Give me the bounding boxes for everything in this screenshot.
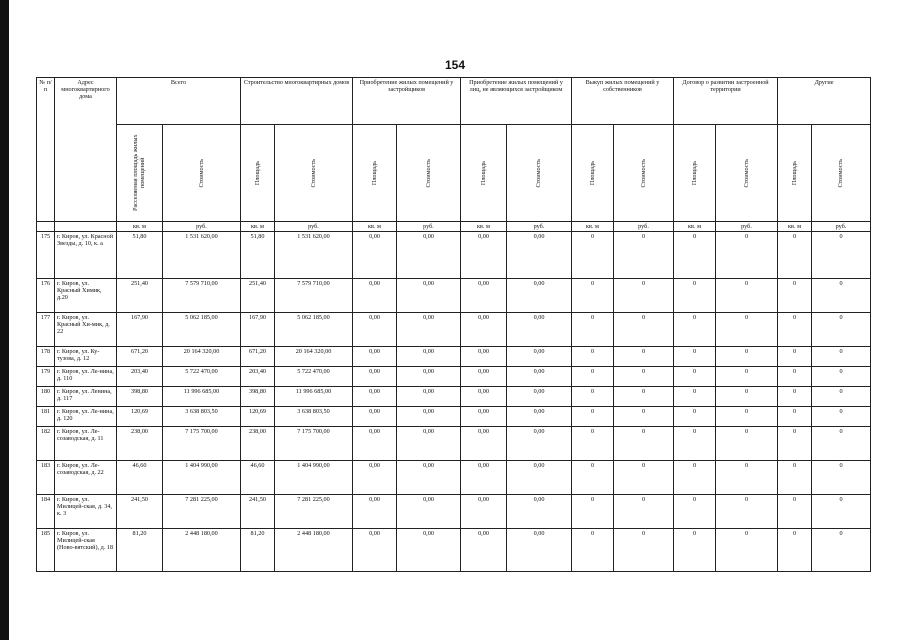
table-row — [37, 313, 871, 347]
row-value: 0,00 — [397, 347, 461, 367]
row-value: 0,00 — [397, 407, 461, 427]
row-value: 0,00 — [507, 387, 572, 407]
row-value: 1 531 620,00 — [275, 232, 353, 279]
row-value: 203,40 — [241, 367, 275, 387]
unit-rub: руб. — [812, 222, 871, 232]
row-value: 3 638 803,50 — [163, 407, 241, 427]
row-value: 0 — [614, 461, 674, 495]
unit-sqm: кв. м — [778, 222, 812, 232]
unit-sqm: кв. м — [117, 222, 163, 232]
table-body — [37, 232, 871, 572]
row-value: 7 579 710,00 — [163, 279, 241, 313]
row-address: г. Киров, ул. Ле-созаводская, д. 22 — [55, 461, 117, 495]
row-value: 671,20 — [117, 347, 163, 367]
row-value: 7 579 710,00 — [275, 279, 353, 313]
header-construction: Строительство многоквартирных домов — [241, 78, 353, 125]
row-value: 0,00 — [353, 232, 397, 279]
row-address: г. Киров, ул. Милицей-ская, д. 34, к. 3 — [55, 495, 117, 529]
row-value: 0,00 — [353, 347, 397, 367]
row-value: 0 — [614, 529, 674, 572]
row-value: 11 996 685,00 — [275, 387, 353, 407]
row-value: 0 — [778, 367, 812, 387]
row-value: 0 — [716, 313, 778, 347]
table-row — [37, 407, 871, 427]
row-value: 0 — [716, 495, 778, 529]
row-value: 0 — [812, 461, 871, 495]
row-value: 5 722 470,00 — [275, 367, 353, 387]
row-number: 181 — [37, 407, 55, 427]
row-value: 0 — [716, 367, 778, 387]
table-row — [37, 232, 871, 279]
row-value: 0 — [778, 529, 812, 572]
row-number: 176 — [37, 279, 55, 313]
row-value: 0 — [716, 232, 778, 279]
subheader-construction-cost: Стоимость — [275, 125, 353, 222]
row-value: 0,00 — [397, 313, 461, 347]
row-value: 398,80 — [117, 387, 163, 407]
row-value: 120,69 — [241, 407, 275, 427]
row-value: 0 — [674, 529, 716, 572]
row-value: 0 — [716, 347, 778, 367]
row-number: 177 — [37, 313, 55, 347]
row-value: 0 — [778, 495, 812, 529]
row-value: 0,00 — [353, 367, 397, 387]
subheader-total-cost: Стоимость — [163, 125, 241, 222]
row-address: г. Киров, ул. Милицей-ская (Ново-вятский), д. 18 — [55, 529, 117, 572]
unit-empty — [55, 222, 117, 232]
row-value: 0 — [674, 347, 716, 367]
row-value: 0 — [572, 279, 614, 313]
header-num: № п/п — [37, 78, 55, 222]
subheader-buyout-cost: Стоимость — [614, 125, 674, 222]
row-value: 0,00 — [353, 387, 397, 407]
row-value: 0 — [572, 407, 614, 427]
unit-rub: руб. — [275, 222, 353, 232]
row-value: 0,00 — [507, 367, 572, 387]
row-value: 0 — [812, 232, 871, 279]
row-address: г. Киров, ул. Красной Звезды, д. 10, к. а — [55, 232, 117, 279]
row-value: 0 — [778, 232, 812, 279]
table-row — [37, 367, 871, 387]
subheader-other-cost: Стоимость — [812, 125, 871, 222]
row-address: г. Киров, ул. Ле-нина, д. 110 — [55, 367, 117, 387]
row-value: 0,00 — [353, 427, 397, 461]
row-value: 0 — [674, 387, 716, 407]
row-value: 0 — [614, 367, 674, 387]
row-value: 0 — [812, 427, 871, 461]
row-address: г. Киров, ул. Красный Химик, д.20 — [55, 279, 117, 313]
scan-edge-bar — [0, 0, 9, 640]
unit-rub: руб. — [614, 222, 674, 232]
row-value: 0 — [778, 407, 812, 427]
row-address: г. Киров, ул. Красный Хи-мик, д. 22 — [55, 313, 117, 347]
page-number: 154 — [444, 58, 466, 72]
row-value: 0 — [716, 387, 778, 407]
row-value: 0 — [778, 279, 812, 313]
row-value: 0,00 — [397, 279, 461, 313]
row-value: 51,80 — [117, 232, 163, 279]
table-row — [37, 529, 871, 572]
row-value: 0 — [674, 232, 716, 279]
table-row — [37, 387, 871, 407]
subheader-purchase-dev-area: Площадь — [353, 125, 397, 222]
row-number: 180 — [37, 387, 55, 407]
row-value: 0 — [674, 495, 716, 529]
row-value: 0 — [716, 461, 778, 495]
row-value: 0,00 — [353, 279, 397, 313]
row-value: 0 — [572, 387, 614, 407]
row-value: 0 — [572, 347, 614, 367]
row-value: 0,00 — [353, 313, 397, 347]
row-number: 179 — [37, 367, 55, 387]
unit-rub: руб. — [397, 222, 461, 232]
row-value: 0 — [614, 427, 674, 461]
row-value: 203,40 — [117, 367, 163, 387]
unit-rub: руб. — [716, 222, 778, 232]
row-value: 0 — [778, 461, 812, 495]
row-value: 0,00 — [353, 495, 397, 529]
row-value: 0,00 — [507, 461, 572, 495]
row-value: 0 — [716, 407, 778, 427]
row-value: 0,00 — [397, 529, 461, 572]
subheader-construction-area: Площадь — [241, 125, 275, 222]
row-value: 0 — [674, 279, 716, 313]
row-value: 0 — [572, 461, 614, 495]
row-value: 0 — [572, 495, 614, 529]
unit-empty — [37, 222, 55, 232]
table-row — [37, 461, 871, 495]
row-value: 120,69 — [117, 407, 163, 427]
row-value: 0 — [812, 279, 871, 313]
row-value: 7 175 700,00 — [275, 427, 353, 461]
row-value: 251,40 — [241, 279, 275, 313]
row-value: 0 — [674, 427, 716, 461]
subheader-buyout-area: Площадь — [572, 125, 614, 222]
row-value: 0,00 — [397, 461, 461, 495]
row-value: 0,00 — [461, 367, 507, 387]
row-number: 184 — [37, 495, 55, 529]
row-value: 0,00 — [507, 347, 572, 367]
row-value: 0,00 — [461, 232, 507, 279]
row-value: 0 — [614, 407, 674, 427]
unit-rub: руб. — [507, 222, 572, 232]
row-value: 0 — [572, 367, 614, 387]
row-value: 251,40 — [117, 279, 163, 313]
row-value: 0 — [778, 347, 812, 367]
row-value: 46,60 — [117, 461, 163, 495]
table-row — [37, 279, 871, 313]
row-value: 81,20 — [241, 529, 275, 572]
row-value: 46,60 — [241, 461, 275, 495]
row-value: 0 — [812, 495, 871, 529]
row-value: 0 — [614, 279, 674, 313]
table-row — [37, 347, 871, 367]
row-value: 398,80 — [241, 387, 275, 407]
header-total: Всего — [117, 78, 241, 125]
row-value: 0,00 — [507, 279, 572, 313]
row-address: г. Киров, ул. Ле-нина, д. 120 — [55, 407, 117, 427]
subheader-resettled-area: Расселяемая площадь жилых помещений — [117, 125, 163, 222]
row-value: 0,00 — [461, 347, 507, 367]
row-value: 7 281 225,00 — [163, 495, 241, 529]
row-address: г. Киров, ул. Ле-созаводская, д. 11 — [55, 427, 117, 461]
header-row-sub — [37, 125, 871, 222]
row-value: 1 404 990,00 — [163, 461, 241, 495]
unit-sqm: кв. м — [353, 222, 397, 232]
row-value: 0 — [716, 529, 778, 572]
row-value: 238,00 — [117, 427, 163, 461]
row-value: 0 — [778, 427, 812, 461]
row-value: 2 448 180,00 — [275, 529, 353, 572]
row-value: 0,00 — [461, 407, 507, 427]
row-number: 175 — [37, 232, 55, 279]
row-value: 0 — [812, 387, 871, 407]
row-number: 182 — [37, 427, 55, 461]
subheader-contract-area: Площадь — [674, 125, 716, 222]
row-value: 0,00 — [461, 495, 507, 529]
row-value: 0 — [674, 461, 716, 495]
row-value: 0,00 — [461, 427, 507, 461]
row-value: 0 — [572, 232, 614, 279]
table-row — [37, 427, 871, 461]
row-value: 0,00 — [507, 529, 572, 572]
row-value: 0 — [778, 387, 812, 407]
row-value: 3 638 803,50 — [275, 407, 353, 427]
row-value: 20 164 320,00 — [163, 347, 241, 367]
row-value: 671,20 — [241, 347, 275, 367]
row-value: 0,00 — [353, 461, 397, 495]
row-value: 5 722 470,00 — [163, 367, 241, 387]
row-number: 183 — [37, 461, 55, 495]
row-value: 0,00 — [353, 407, 397, 427]
row-value: 0,00 — [507, 407, 572, 427]
row-value: 167,90 — [117, 313, 163, 347]
row-value: 0 — [674, 367, 716, 387]
row-value: 0,00 — [397, 387, 461, 407]
row-value: 0 — [614, 232, 674, 279]
row-value: 0,00 — [397, 232, 461, 279]
row-value: 5 062 185,00 — [163, 313, 241, 347]
row-value: 0,00 — [397, 367, 461, 387]
row-value: 0 — [614, 495, 674, 529]
header-address: Адрес многоквартирного дома — [55, 78, 117, 222]
header-buyout: Выкуп жилых помещений у собственников — [572, 78, 674, 125]
header-contract: Договор о развитии застроенной территории — [674, 78, 778, 125]
row-value: 0 — [812, 367, 871, 387]
row-value: 0,00 — [507, 232, 572, 279]
row-value: 238,00 — [241, 427, 275, 461]
row-value: 1 404 990,00 — [275, 461, 353, 495]
row-value: 0 — [812, 313, 871, 347]
row-address: г. Киров, ул. Ку-тузова, д. 12 — [55, 347, 117, 367]
subheader-purchase-nondev-cost: Стоимость — [507, 125, 572, 222]
row-value: 0 — [614, 347, 674, 367]
row-value: 0,00 — [353, 529, 397, 572]
row-value: 0,00 — [461, 279, 507, 313]
row-value: 0,00 — [507, 427, 572, 461]
row-value: 241,50 — [117, 495, 163, 529]
unit-sqm: кв. м — [674, 222, 716, 232]
row-number: 185 — [37, 529, 55, 572]
row-value: 7 281 225,00 — [275, 495, 353, 529]
row-value: 11 996 685,00 — [163, 387, 241, 407]
subheader-purchase-dev-cost: Стоимость — [397, 125, 461, 222]
row-value: 81,20 — [117, 529, 163, 572]
row-address: г. Киров, ул. Ленина, д. 117 — [55, 387, 117, 407]
row-value: 5 062 185,00 — [275, 313, 353, 347]
header-row-top — [37, 78, 871, 125]
row-value: 0 — [674, 313, 716, 347]
row-value: 0 — [572, 313, 614, 347]
row-value: 2 448 180,00 — [163, 529, 241, 572]
row-value: 51,80 — [241, 232, 275, 279]
row-value: 0 — [812, 407, 871, 427]
header-other: Другие — [778, 78, 871, 125]
table-row — [37, 495, 871, 529]
row-value: 0,00 — [507, 495, 572, 529]
units-row — [37, 222, 871, 232]
row-value: 241,50 — [241, 495, 275, 529]
row-value: 167,90 — [241, 313, 275, 347]
row-value: 1 531 620,00 — [163, 232, 241, 279]
unit-sqm: кв. м — [461, 222, 507, 232]
row-value: 0 — [572, 529, 614, 572]
header-purchase-non-developers: Приобретение жилых помещений у лиц, не являющихся застройщиком — [461, 78, 572, 125]
row-value: 0,00 — [397, 495, 461, 529]
subheader-contract-cost: Стоимость — [716, 125, 778, 222]
row-number: 178 — [37, 347, 55, 367]
row-value: 0 — [812, 347, 871, 367]
row-value: 0 — [716, 427, 778, 461]
row-value: 0,00 — [461, 313, 507, 347]
row-value: 0,00 — [461, 387, 507, 407]
row-value: 0 — [778, 313, 812, 347]
subheader-purchase-nondev-area: Площадь — [461, 125, 507, 222]
row-value: 0 — [572, 427, 614, 461]
row-value: 0 — [716, 279, 778, 313]
unit-sqm: кв. м — [572, 222, 614, 232]
header-purchase-developers: Приобретение жилых помещений у застройщиков — [353, 78, 461, 125]
row-value: 0,00 — [461, 529, 507, 572]
row-value: 0,00 — [507, 313, 572, 347]
row-value: 0 — [674, 407, 716, 427]
row-value: 0,00 — [397, 427, 461, 461]
housing-resettlement-table — [36, 77, 871, 572]
row-value: 0,00 — [461, 461, 507, 495]
unit-sqm: кв. м — [241, 222, 275, 232]
subheader-other-area: Площадь — [778, 125, 812, 222]
row-value: 7 175 700,00 — [163, 427, 241, 461]
unit-rub: руб. — [163, 222, 241, 232]
row-value: 0 — [614, 313, 674, 347]
row-value: 20 164 320,00 — [275, 347, 353, 367]
row-value: 0 — [614, 387, 674, 407]
row-value: 0 — [812, 529, 871, 572]
